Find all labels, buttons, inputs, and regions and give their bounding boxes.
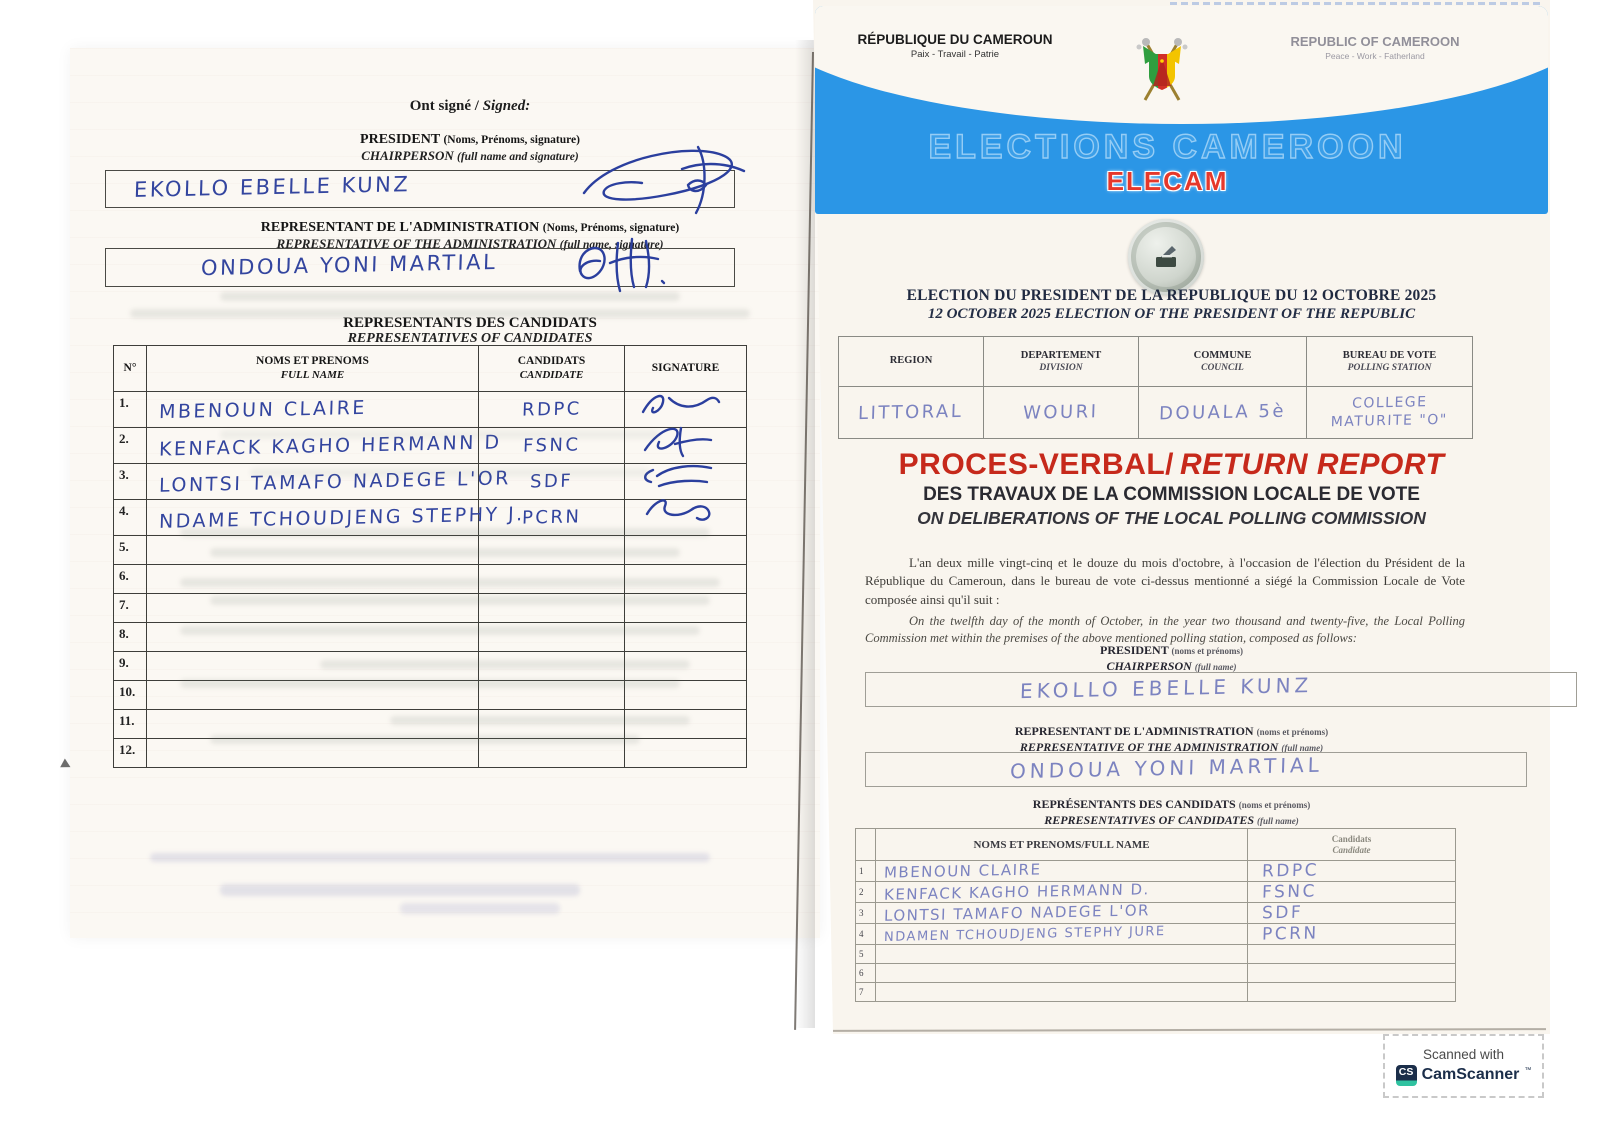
- col-name-en: FULL NAME: [280, 369, 345, 382]
- rep-party-handwriting: FSNC: [522, 434, 581, 457]
- signed-heading-en: Signed:: [482, 98, 531, 114]
- rep-signature: [635, 494, 725, 530]
- col-party-fr: CANDIDATS: [517, 355, 586, 368]
- signed-heading-fr: Ont signé /: [409, 98, 479, 114]
- bleed-line: [150, 853, 710, 862]
- election-title-en: 12 OCTOBER 2025 ELECTION OF THE PRESIDENT OF THE REPUBLIC: [927, 306, 1416, 322]
- org-name-outline: ELECTIONS CAMEROON: [928, 128, 1407, 166]
- region-value: LITTORAL: [858, 400, 964, 425]
- rp-admin-name-box: [865, 752, 1527, 787]
- rep-name-handwriting: NDAME TCHOUDJENG STEPHY J.: [158, 502, 526, 533]
- rep-signature: [635, 386, 725, 422]
- rep-party-handwriting: SDF: [1261, 902, 1304, 924]
- scan-artifact-dots: [1170, 2, 1542, 5]
- bleed-line: [400, 903, 560, 914]
- president-name-handwriting: EKOLLO EBELLE KUNZ: [133, 172, 411, 202]
- camscanner-watermark: [1383, 1034, 1544, 1098]
- rp-admin-label-fr: REPRESENTANT DE L'ADMINISTRATION (noms et prénoms): [1014, 724, 1329, 738]
- rp-reps-heading-fr: REPRÉSENTANTS DES CANDIDATS (noms et prénoms): [1032, 797, 1311, 811]
- republic-title-en: REPUBLIC OF CAMEROON: [1290, 34, 1460, 49]
- division-value: WOURI: [1022, 401, 1100, 424]
- rep-name-handwriting: MBENOUN CLAIRE: [883, 859, 1042, 882]
- report-body-en: On the twelfth day of the month of October, in the year two thousand and twenty-five, the Local Polling Commission met within the premises of the above mentioned polling station, composed as follows:: [865, 613, 1465, 646]
- president-name-box: [105, 170, 735, 208]
- republic-motto-fr: Paix - Travail - Patrie: [910, 49, 1000, 60]
- org-abbr: ELECAM: [1106, 166, 1229, 196]
- col-name-fr: NOMS ET PRENOMS: [256, 355, 369, 368]
- col-council: COMMUNE COUNCIL: [1139, 337, 1307, 387]
- republic-block-fr: [845, 32, 1065, 60]
- table-header-row: [114, 346, 747, 392]
- col-fullname: NOMS ET PRENOMS/FULL NAME: [876, 829, 1248, 861]
- rp-table-header-row: [856, 829, 1456, 861]
- ink-smudge: [60, 758, 73, 771]
- table-row: 10.: [114, 681, 747, 710]
- camscanner-brand-row: [1396, 1065, 1532, 1086]
- council-value: DOUALA 5è: [1158, 400, 1287, 425]
- rp-admin-label-en: REPRESENTATIVE OF THE ADMINISTRATION (full name): [1019, 740, 1324, 754]
- admin-label-en: REPRESENTATIVE OF THE ADMINISTRATION (full name, signature): [276, 236, 664, 251]
- table-row: 1 MBENOUN CLAIRE RDPC: [856, 861, 1456, 882]
- admin-name-box: [105, 248, 735, 287]
- table-row: 12.: [114, 739, 747, 768]
- reps-heading-fr: REPRESENTANTS DES CANDIDATS: [343, 315, 597, 331]
- rep-signature: [635, 422, 725, 458]
- table-row: 2 KENFACK KAGHO HERMANN D. FSNC: [856, 882, 1456, 903]
- rep-party-handwriting: RDPC: [1261, 860, 1320, 882]
- rep-party-handwriting: PCRN: [521, 506, 582, 529]
- polling-station-value: COLLEGE MATURITE "O": [1330, 394, 1448, 431]
- rep-party-handwriting: SDF: [529, 470, 574, 493]
- president-label-fr: PRESIDENT (Noms, Prénoms, signature): [360, 132, 580, 147]
- location-table: [838, 336, 1473, 439]
- table-row: 7: [856, 983, 1456, 1002]
- rep-name-handwriting: KENFACK KAGHO HERMANN D: [158, 430, 502, 461]
- page-left: [70, 48, 820, 938]
- col-region: REGION: [839, 337, 984, 387]
- elecam-banner: [815, 6, 1548, 214]
- rp-reps-heading-en: REPRESENTATIVES OF CANDIDATES (full name): [1044, 813, 1299, 827]
- table-row: 8.: [114, 623, 747, 652]
- report-subtitle-en: ON DELIBERATIONS OF THE LOCAL POLLING COMMISSION: [917, 508, 1426, 528]
- president-label-en: CHAIRPERSON (full name and signature): [361, 148, 579, 163]
- republic-title-fr: RÉPUBLIQUE DU CAMEROUN: [857, 32, 1053, 47]
- representatives-table: [113, 345, 747, 768]
- page-right: [793, 0, 1550, 1034]
- location-header-row: [839, 337, 1473, 387]
- report-title-en: RETURN REPORT: [1180, 448, 1445, 481]
- camscanner-caption: Scanned with: [1422, 1046, 1505, 1062]
- col-signature: SIGNATURE: [651, 362, 720, 375]
- rep-signature: [635, 458, 725, 494]
- rp-president-name-handwriting: EKOLLO EBELLE KUNZ: [1019, 672, 1313, 704]
- rp-president-label-fr: PRESIDENT (noms et prénoms): [1100, 643, 1243, 657]
- camscanner-logo-icon: CS: [1396, 1065, 1417, 1086]
- rep-name-handwriting: KENFACK KAGHO HERMANN D.: [883, 879, 1151, 904]
- col-party-en: CANDIDATE: [519, 369, 584, 382]
- rep-name-handwriting: LONTSI TAMAFO NADEGE L'OR: [883, 900, 1151, 925]
- rp-admin-name-handwriting: ONDOUA YONI MARTIAL: [1009, 752, 1323, 784]
- col-polling-station: BUREAU DE VOTE POLLING STATION: [1307, 337, 1473, 387]
- reps-heading-en: REPRESENTATIVES OF CANDIDATES: [347, 331, 593, 346]
- rp-representatives-table: [855, 828, 1456, 1002]
- republic-motto-en: Peace - Work - Fatherland: [1325, 51, 1425, 61]
- camscanner-name: CamScanner: [1421, 1066, 1520, 1083]
- trademark-symbol: ™: [1524, 1066, 1532, 1074]
- col-no: N°: [123, 362, 137, 375]
- signed-heading: [120, 98, 820, 115]
- table-row: 9.: [114, 652, 747, 681]
- admin-name-handwriting: ONDOUA YONI MARTIAL: [200, 249, 498, 281]
- table-row: 4. NDAME TCHOUDJENG STEPHY J. PCRN: [114, 500, 747, 536]
- table-row: 6: [856, 964, 1456, 983]
- report-title: [793, 448, 1550, 482]
- rep-party-handwriting: PCRN: [1261, 923, 1319, 945]
- rep-party-handwriting: RDPC: [521, 398, 582, 421]
- coat-of-arms-icon: [1125, 30, 1199, 114]
- rp-president-label-en: CHAIRPERSON (full name): [1106, 659, 1237, 673]
- admin-signature: [566, 229, 686, 301]
- rep-name-handwriting: MBENOUN CLAIRE: [158, 396, 368, 423]
- table-row: 3. LONTSI TAMAFO NADEGE L'OR SDF: [114, 464, 747, 500]
- table-row: 1. MBENOUN CLAIRE RDPC: [114, 392, 747, 428]
- table-row: 6.: [114, 565, 747, 594]
- rep-name-handwriting: NDAMEN TCHOUDJENG STEPHY JURE: [883, 924, 1166, 945]
- table-row: 2. KENFACK KAGHO HERMANN D FSNC: [114, 428, 747, 464]
- bleed-line: [220, 884, 580, 896]
- col-division: DEPARTEMENT DIVISION: [984, 337, 1139, 387]
- table-row: 7.: [114, 594, 747, 623]
- election-title-fr: ELECTION DU PRESIDENT DE LA REPUBLIQUE DU 12 OCTOBRE 2025: [906, 287, 1437, 304]
- elecam-seal-icon: [1128, 219, 1204, 295]
- republic-block-en: [1260, 34, 1490, 61]
- rp-president-name-box: [865, 672, 1577, 707]
- report-title-fr: PROCES-VERBAL/: [898, 448, 1175, 481]
- admin-label-fr: REPRESENTANT DE L'ADMINISTRATION (Noms, Prénoms, signature): [260, 220, 680, 235]
- location-values-row: [839, 387, 1473, 439]
- table-row: 4 NDAMEN TCHOUDJENG STEPHY JURE PCRN: [856, 924, 1456, 945]
- president-signature: [570, 141, 750, 221]
- table-row: 3 LONTSI TAMAFO NADEGE L'OR SDF: [856, 903, 1456, 924]
- rep-party-handwriting: FSNC: [1261, 881, 1318, 903]
- col-candidate: Candidats Candidate: [1248, 829, 1456, 861]
- table-row: 5.: [114, 536, 747, 565]
- table-row: 11.: [114, 710, 747, 739]
- table-row: 5: [856, 945, 1456, 964]
- report-subtitle-fr: DES TRAVAUX DE LA COMMISSION LOCALE DE VOTE: [923, 484, 1420, 505]
- col-empty: [856, 829, 876, 861]
- rep-name-handwriting: LONTSI TAMAFO NADEGE L'OR: [158, 466, 512, 497]
- report-body-fr: L'an deux mille vingt-cinq et le douze du mois d'octobre, à l'occasion de l'élection du Président de la République du Cameroun, dans le bureau de vote ci-dessus mentionné a siégé la Commission Locale de Vote composée ainsi qu'il suit :: [865, 555, 1465, 607]
